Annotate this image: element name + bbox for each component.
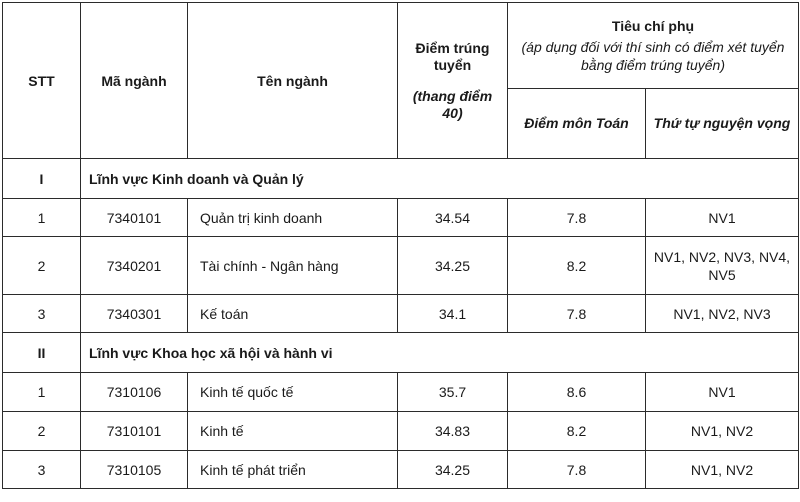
- cell-nguyen-vong: NV1: [646, 199, 799, 237]
- cell-stt: 1: [3, 373, 81, 412]
- cell-nguyen-vong: NV1: [646, 373, 799, 412]
- table-row: [3, 451, 799, 489]
- cell-diem: 34.25: [398, 451, 508, 489]
- cell-diem: 34.25: [398, 237, 508, 295]
- table-row: [3, 412, 799, 451]
- header-row: [3, 3, 799, 89]
- cell-stt: 2: [3, 412, 81, 451]
- cell-diem-toan: 8.6: [508, 373, 646, 412]
- section-row: [3, 333, 799, 373]
- col-header-ten-nganh: Tên ngành: [188, 3, 398, 159]
- cell-ten-nganh: Tài chính - Ngân hàng: [188, 237, 398, 295]
- cell-nguyen-vong: NV1, NV2, NV3, NV4, NV5: [646, 237, 799, 295]
- section-title: Lĩnh vực Kinh doanh và Quản lý: [81, 159, 799, 199]
- table-row: [3, 237, 799, 295]
- cell-ten-nganh: Kinh tế: [188, 412, 398, 451]
- cell-nguyen-vong: NV1, NV2, NV3: [646, 295, 799, 333]
- cell-diem-toan: 7.8: [508, 451, 646, 489]
- cell-ten-nganh: Kinh tế phát triển: [188, 451, 398, 489]
- cell-ten-nganh: Kế toán: [188, 295, 398, 333]
- cell-diem: 34.54: [398, 199, 508, 237]
- section-stt: II: [3, 333, 81, 373]
- cell-diem: 34.1: [398, 295, 508, 333]
- tieu-chi-note: (áp dụng đối với thí sinh có điểm xét tuyển bằng điểm trúng tuyển): [521, 38, 785, 73]
- cell-ma-nganh: 7310106: [81, 373, 188, 412]
- cell-diem-toan: 8.2: [508, 412, 646, 451]
- cell-nguyen-vong: NV1, NV2: [646, 412, 799, 451]
- diem-trung-tuyen-label: Điểm trúng tuyển: [415, 39, 490, 73]
- cell-diem-toan: 7.8: [508, 295, 646, 333]
- table-row: [3, 199, 799, 237]
- cell-ma-nganh: 7340201: [81, 237, 188, 295]
- cell-diem-toan: 7.8: [508, 199, 646, 237]
- col-header-stt: STT: [3, 3, 81, 159]
- cell-ma-nganh: 7340101: [81, 199, 188, 237]
- section-title: Lĩnh vực Khoa học xã hội và hành vi: [81, 333, 799, 373]
- cell-diem: 35.7: [398, 373, 508, 412]
- cell-nguyen-vong: NV1, NV2: [646, 451, 799, 489]
- section-stt: I: [3, 159, 81, 199]
- cell-diem-toan: 8.2: [508, 237, 646, 295]
- cell-stt: 1: [3, 199, 81, 237]
- section-row: [3, 159, 799, 199]
- cell-stt: 3: [3, 295, 81, 333]
- col-header-thu-tu-nguyen-vong: Thứ tự nguyện vọng: [646, 89, 799, 159]
- col-header-diem-mon-toan: Điểm môn Toán: [508, 89, 646, 159]
- cell-ma-nganh: 7310101: [81, 412, 188, 451]
- thang-diem-label: (thang điểm 40): [412, 87, 493, 121]
- cell-stt: 3: [3, 451, 81, 489]
- cell-ten-nganh: Kinh tế quốc tế: [188, 373, 398, 412]
- cell-ten-nganh: Quản trị kinh doanh: [188, 199, 398, 237]
- col-header-diem-trung-tuyen: [398, 3, 508, 159]
- cell-ma-nganh: 7340301: [81, 295, 188, 333]
- col-header-tieu-chi-phu: [508, 3, 799, 89]
- col-header-ma-nganh: Mã ngành: [81, 3, 188, 159]
- table-row: [3, 373, 799, 412]
- admission-scores-table: [2, 2, 799, 489]
- table-row: [3, 295, 799, 333]
- cell-stt: 2: [3, 237, 81, 295]
- cell-diem: 34.83: [398, 412, 508, 451]
- cell-ma-nganh: 7310105: [81, 451, 188, 489]
- tieu-chi-phu-label: Tiêu chí phụ: [611, 17, 695, 34]
